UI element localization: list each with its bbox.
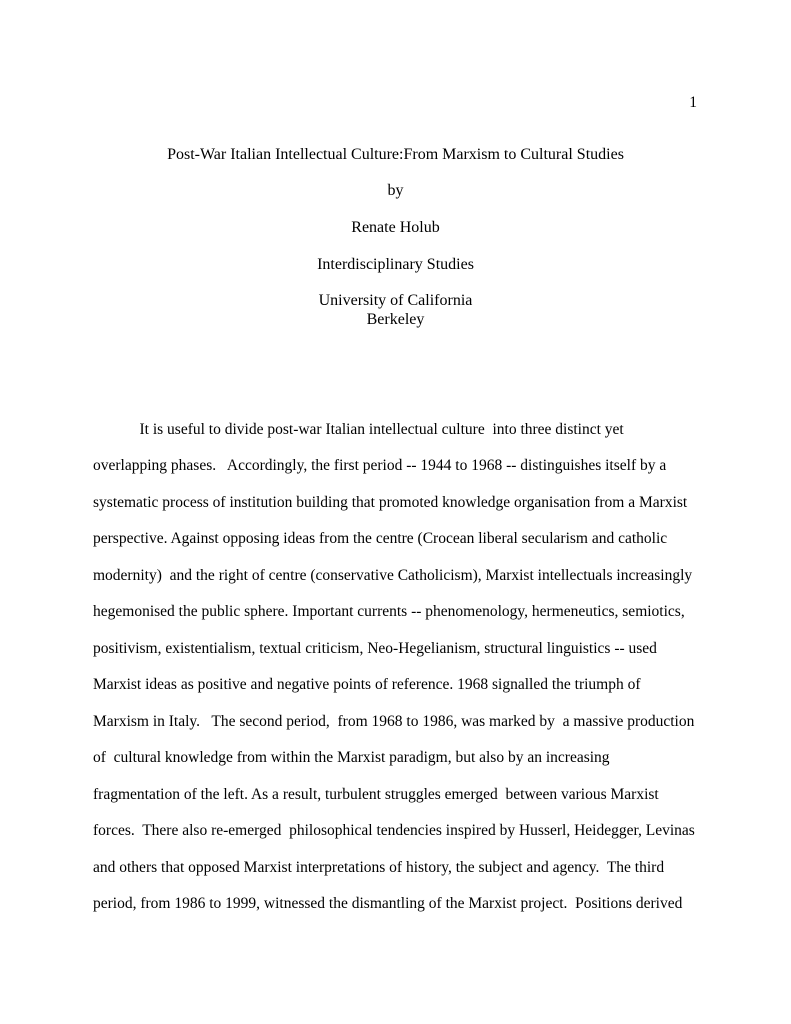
page-number: 1 xyxy=(689,94,697,111)
author-name: Renate Holub xyxy=(351,219,440,236)
byline-by: by xyxy=(387,182,404,199)
body-line: Marxism in Italy. The second period, from 1968 to 1986, was marked by a massive production xyxy=(93,713,695,730)
body-line: Marxist ideas as positive and negative points of reference. 1968 signalled the triumph of xyxy=(93,676,641,693)
body-line: It is useful to divide post-war Italian intellectual culture into three distinct yet xyxy=(93,421,624,438)
body-line: of cultural knowledge from within the Marxist paradigm, but also by an increasing xyxy=(93,749,610,766)
body-line: fragmentation of the left. As a result, turbulent struggles emerged between various Marxist xyxy=(93,786,659,803)
body-line: overlapping phases. Accordingly, the first period -- 1944 to 1968 -- distinguishes itself by a xyxy=(93,457,667,474)
body-line: perspective. Against opposing ideas from the centre (Crocean liberal secularism and catholic xyxy=(93,530,668,547)
department-name: Interdisciplinary Studies xyxy=(317,256,474,273)
body-line: positivism, existentialism, textual criticism, Neo-Hegelianism, structural linguistics -- used xyxy=(93,640,657,657)
body-line: forces. There also re-emerged philosophical tendencies inspired by Husserl, Heidegger, Levinas xyxy=(93,822,695,839)
body-line: modernity) and the right of centre (conservative Catholicism), Marxist intellectuals increasingly xyxy=(93,567,693,584)
city-name: Berkeley xyxy=(366,311,425,328)
body-line: period, from 1986 to 1999, witnessed the dismantling of the Marxist project. Positions derived xyxy=(93,895,683,912)
body-line: and others that opposed Marxist interpretations of history, the subject and agency. The third xyxy=(93,859,665,876)
body-line: systematic process of institution building that promoted knowledge organisation from a Marxist xyxy=(93,494,688,511)
body-line: hegemonised the public sphere. Important currents -- phenomenology, hermeneutics, semiotics, xyxy=(93,603,685,620)
paper-title: Post-War Italian Intellectual Culture:From Marxism to Cultural Studies xyxy=(167,146,624,163)
university-name: University of California xyxy=(318,292,473,309)
